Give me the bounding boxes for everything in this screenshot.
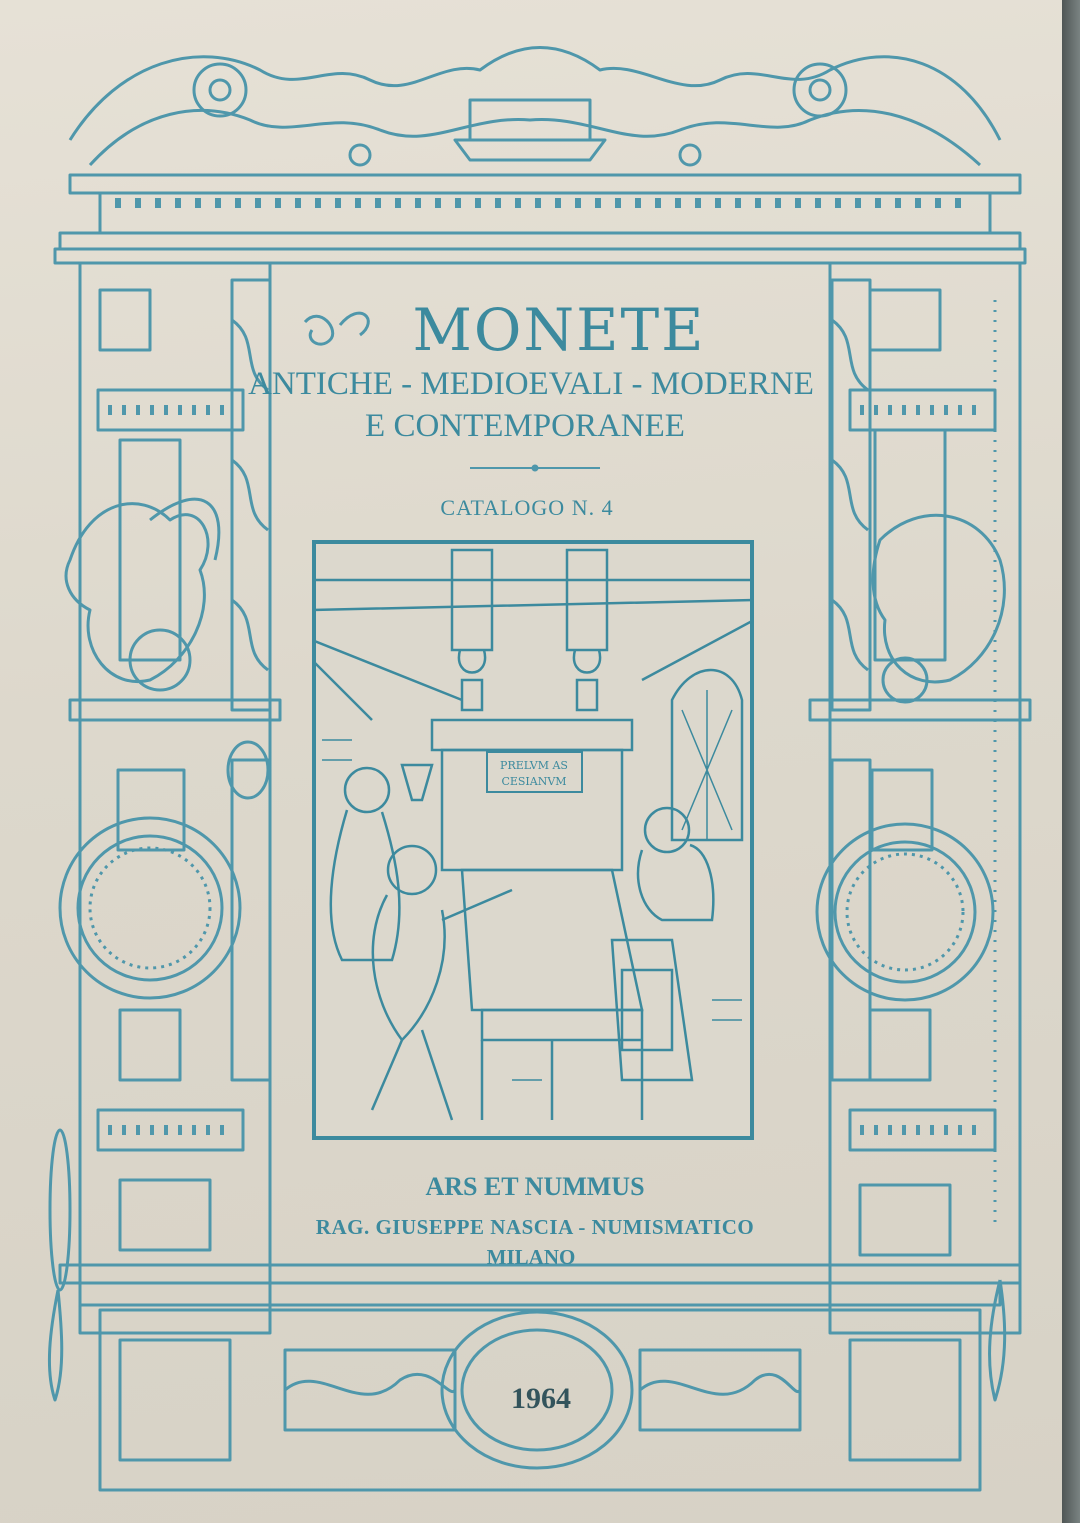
catalog-number: CATALOGO N. 4 [440, 495, 614, 520]
background-edge [1062, 0, 1080, 1523]
cover-subtitle-line2: E CONTEMPORANEE [365, 408, 685, 444]
woodcut-sign-line2: CESIANVM [501, 775, 567, 788]
publication-year: 1964 [511, 1382, 571, 1415]
publisher-name: ARS ET NUMMUS [425, 1172, 645, 1201]
woodcut-sign-line1: PRELVM AS [500, 759, 568, 772]
printing-press-woodcut [312, 540, 754, 1140]
publisher-detail: RAG. GIUSEPPE NASCIA - NUMISMATICO [315, 1215, 755, 1239]
cover-subtitle-line1: ANTICHE - MEDIOEVALI - MODERNE [248, 366, 814, 402]
cover-title: MONETE [412, 296, 706, 364]
publisher-city: MILANO [486, 1245, 576, 1269]
